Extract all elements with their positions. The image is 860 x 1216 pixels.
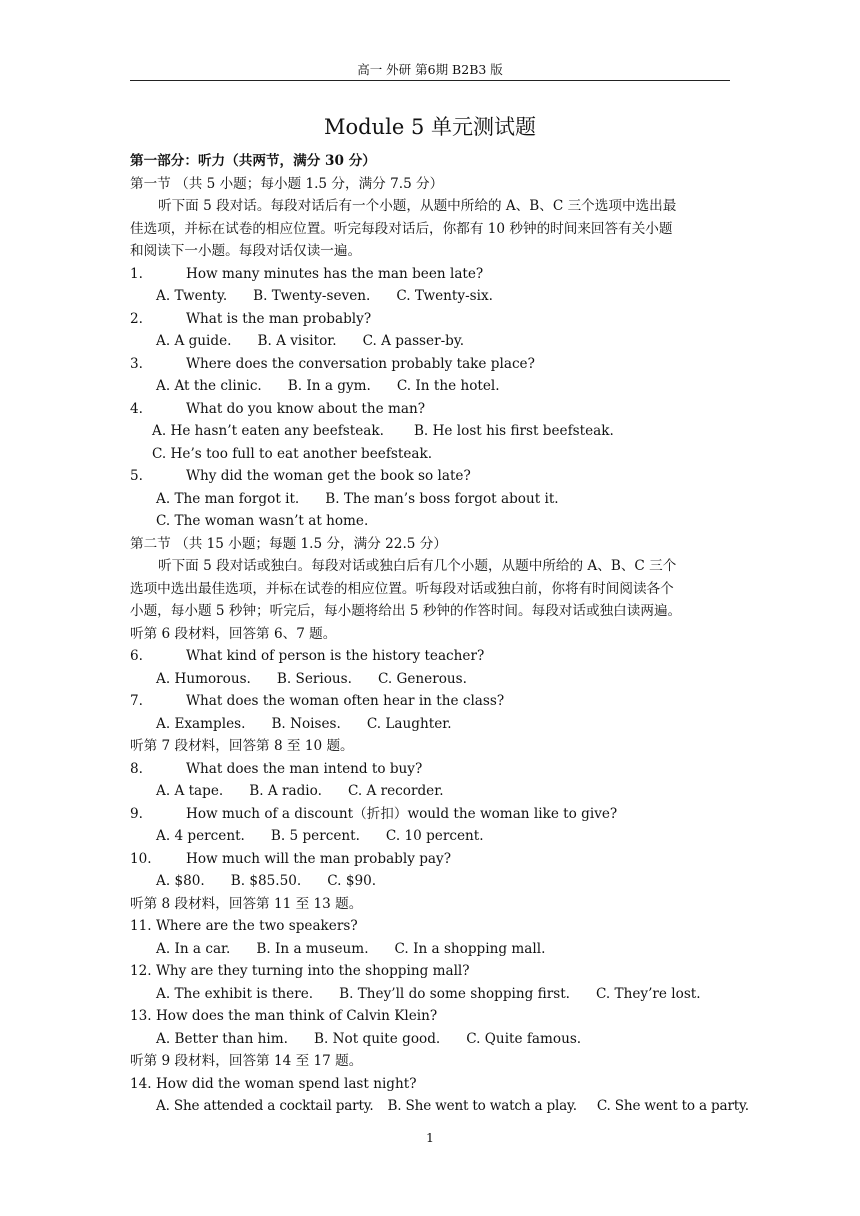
option-c: C. 10 percent. (385, 828, 484, 844)
option-c: C. $90. (327, 873, 377, 889)
question-text: What does the woman often hear in the class? (186, 693, 505, 709)
option-c: C. A passer-by. (362, 333, 465, 349)
option-b: B. A visitor. (257, 333, 337, 349)
question-text: What is the man probably? (186, 310, 372, 327)
question-14-options (130, 1095, 749, 1118)
option-a: A. Humorous. (156, 670, 251, 687)
question-text: What does the man intend to buy? (186, 760, 423, 777)
question-2-options (130, 330, 732, 353)
option-b: B. Noises. (271, 715, 341, 732)
question-9 (130, 803, 732, 826)
option-a: A. A tape. (156, 783, 224, 799)
question-number: 2. (130, 310, 143, 327)
running-header: 高一 外研 第6期 B2B3 版 (357, 62, 503, 77)
option-b: B. In a gym. (287, 378, 371, 394)
section1-heading: 第一节 （共 5 小题；每小题 1.5 分，满分 7.5 分） (130, 175, 444, 192)
material-lead: 听第 6 段材料，回答第 6、7 题。 (130, 625, 337, 642)
option-c: C. Twenty-six. (396, 288, 493, 304)
question-number: 5. (130, 468, 143, 484)
question-5-options (130, 488, 732, 511)
question-11: 11. Where are the two speakers? (130, 918, 358, 934)
option-a: A. The exhibit is there. (156, 985, 314, 1002)
option-a: A. She attended a cocktail party. (156, 1098, 374, 1114)
option-c: C. In the hotel. (396, 378, 500, 394)
question-text: What kind of person is the history teacher? (186, 648, 485, 664)
part1-heading: 第一部分：听力（共两节，满分 30 分） (130, 153, 376, 169)
question-number: 10. (130, 850, 152, 867)
option-c: C. They’re lost. (596, 985, 701, 1002)
question-number: 6. (130, 648, 143, 664)
option-b: B. The man’s boss forgot about it. (325, 490, 559, 507)
question-4-options (130, 443, 732, 466)
option-c: C. Laughter. (366, 715, 452, 732)
option-a: A. In a car. (156, 940, 231, 957)
question-7-options (130, 713, 732, 736)
section2-instructions-line: 听下面 5 段对话或独白。每段对话或独白后有几个小题，从题中所给的 A、B、C 三个 (158, 558, 677, 574)
option-a: A. Better than him. (156, 1030, 288, 1047)
material-lead: 听第 7 段材料，回答第 8 至 10 题。 (130, 738, 354, 754)
question-number: 1. (130, 265, 143, 282)
option-b: B. He lost his first beefsteak. (413, 423, 614, 439)
option-a: A. Twenty. (156, 288, 228, 304)
option-a: A. At the clinic. (156, 378, 262, 394)
option-b: B. $85.50. (230, 873, 302, 889)
question-text: How much of a discount（折扣）would the woman like to give? (186, 805, 618, 822)
option-c: C. A recorder. (347, 783, 444, 799)
question-4 (130, 398, 732, 421)
option-a: A. The man forgot it. (156, 490, 300, 507)
section2-instructions-line: 小题，每小题 5 秒钟；听完后，每小题将给出 5 秒钟的作答时间。每段对话或独白读两遍。 (130, 603, 682, 619)
question-number: 3. (130, 355, 143, 372)
question-text: How many minutes has the man been late? (186, 265, 484, 282)
question-6-options (130, 668, 732, 691)
question-12: 12. Why are they turning into the shopping mall? (130, 963, 470, 979)
question-3-options (130, 375, 732, 398)
question-7 (130, 690, 732, 713)
material-lead: 听第 9 段材料，回答第 14 至 17 题。 (130, 1053, 363, 1069)
question-6 (130, 645, 732, 668)
option-c: C. Quite famous. (466, 1030, 582, 1047)
option-a: A. Examples. (156, 715, 246, 732)
page-title: Module 5 单元测试题 (324, 115, 536, 139)
option-a: A. $80. (156, 873, 205, 889)
option-c: C. She went to a party. (596, 1098, 749, 1114)
option-c: C. In a shopping mall. (394, 940, 546, 957)
question-number: 8. (130, 760, 143, 777)
question-text: How much will the man probably pay? (186, 850, 451, 867)
option-a: A. 4 percent. (156, 828, 245, 844)
question-10 (130, 848, 732, 871)
question-12-options (130, 983, 732, 1006)
option-c: C. He’s too full to eat another beefsteak. (152, 445, 433, 462)
question-13-options (130, 1028, 732, 1051)
question-1-options (130, 285, 732, 308)
question-8-options (130, 780, 732, 803)
question-number: 9. (130, 805, 143, 822)
question-3 (130, 353, 732, 376)
option-b: B. Serious. (276, 670, 352, 687)
option-c: C. The woman wasn’t at home. (156, 513, 369, 529)
question-9-options (130, 825, 732, 848)
question-10-options (130, 870, 732, 893)
option-b: B. A radio. (249, 783, 322, 799)
option-b: B. She went to watch a play. (387, 1098, 577, 1114)
question-number: 4. (130, 400, 143, 417)
page-number: 1 (426, 1130, 434, 1145)
section1-instructions-line: 佳选项，并标在试卷的相应位置。听完每段对话后，你都有 10 秒钟的时间来回答有关小题 (130, 220, 673, 237)
question-14: 14. How did the woman spend last night? (130, 1075, 417, 1092)
header-rule (130, 80, 730, 81)
question-text: What do you know about the man? (186, 400, 426, 417)
question-2 (130, 308, 732, 331)
section1-instructions-line: 和阅读下一小题。每段对话仅读一遍。 (130, 243, 362, 259)
option-b: B. In a museum. (256, 940, 369, 957)
option-a: A. He hasn’t eaten any beefsteak. (152, 423, 384, 439)
exam-body (130, 150, 749, 1118)
question-4-options (130, 420, 732, 443)
question-11-options (130, 938, 732, 961)
question-5-options (130, 510, 732, 533)
option-a: A. A guide. (156, 333, 232, 349)
option-b: B. Twenty-seven. (253, 288, 371, 304)
question-1 (130, 263, 732, 286)
option-b: B. 5 percent. (270, 828, 360, 844)
question-5 (130, 465, 732, 488)
option-b: B. Not quite good. (314, 1030, 441, 1047)
section1-instructions-line: 听下面 5 段对话。每段对话后有一个小题，从题中所给的 A、B、C 三个选项中选出最 (158, 198, 677, 214)
question-text: Where does the conversation probably take place? (186, 355, 535, 372)
section2-heading: 第二节 （共 15 小题；每题 1.5 分，满分 22.5 分） (130, 535, 447, 552)
section2-instructions-line: 选项中选出最佳选项，并标在试卷的相应位置。听每段对话或独白前，你将有时间阅读各个 (130, 580, 674, 597)
question-number: 7. (130, 693, 143, 709)
question-8 (130, 758, 732, 781)
material-lead: 听第 8 段材料，回答第 11 至 13 题。 (130, 895, 363, 912)
question-13: 13. How does the man think of Calvin Klein? (130, 1008, 438, 1024)
question-text: Why did the woman get the book so late? (186, 468, 471, 484)
option-c: C. Generous. (377, 670, 467, 687)
option-b: B. They’ll do some shopping first. (339, 985, 570, 1002)
